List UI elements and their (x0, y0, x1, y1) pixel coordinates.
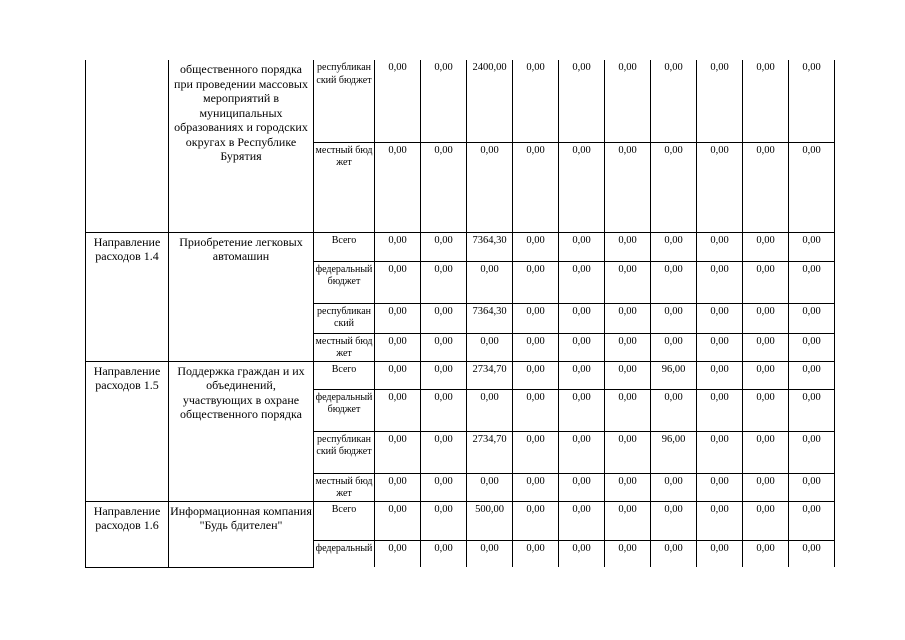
value-cell: 0,00 (651, 473, 697, 501)
funding-source-cell: местный бюджет (314, 333, 375, 361)
value-cell: 0,00 (467, 473, 513, 501)
value-cell: 0,00 (697, 540, 743, 567)
value-cell: 0,00 (651, 501, 697, 540)
value-cell: 0,00 (559, 142, 605, 232)
value-cell: 0,00 (697, 303, 743, 333)
value-cell: 0,00 (789, 501, 835, 540)
value-cell: 0,00 (513, 431, 559, 473)
value-cell: 0,00 (697, 142, 743, 232)
value-cell: 0,00 (605, 361, 651, 389)
value-cell: 0,00 (421, 303, 467, 333)
value-cell: 0,00 (559, 473, 605, 501)
value-cell: 0,00 (605, 142, 651, 232)
value-cell: 0,00 (375, 473, 421, 501)
direction-cell: Направление расходов 1.6 (86, 501, 169, 567)
value-cell: 0,00 (559, 232, 605, 261)
value-cell: 0,00 (421, 232, 467, 261)
value-cell: 0,00 (513, 142, 559, 232)
value-cell: 0,00 (697, 60, 743, 142)
value-cell: 0,00 (513, 361, 559, 389)
value-cell: 0,00 (743, 431, 789, 473)
funding-source-cell: Всего (314, 501, 375, 540)
value-cell: 0,00 (421, 361, 467, 389)
value-cell: 0,00 (605, 261, 651, 303)
value-cell: 0,00 (743, 232, 789, 261)
value-cell: 0,00 (789, 540, 835, 567)
measure-name-cell: Приобретение легковых автомашин (169, 232, 314, 361)
value-cell: 0,00 (559, 333, 605, 361)
value-cell: 0,00 (421, 142, 467, 232)
value-cell: 0,00 (789, 303, 835, 333)
value-cell: 0,00 (421, 261, 467, 303)
value-cell: 0,00 (513, 540, 559, 567)
value-cell: 0,00 (697, 361, 743, 389)
value-cell: 0,00 (513, 501, 559, 540)
value-cell: 96,00 (651, 431, 697, 473)
value-cell: 0,00 (559, 60, 605, 142)
value-cell: 0,00 (467, 389, 513, 431)
value-cell: 0,00 (375, 261, 421, 303)
value-cell: 2734,70 (467, 361, 513, 389)
value-cell: 0,00 (743, 389, 789, 431)
value-cell: 0,00 (605, 333, 651, 361)
value-cell: 0,00 (513, 389, 559, 431)
value-cell: 0,00 (375, 540, 421, 567)
measure-name-cell: Информационная компания "Будь бдителен" (169, 501, 314, 567)
value-cell: 0,00 (651, 303, 697, 333)
direction-cell: Направление расходов 1.5 (86, 361, 169, 501)
funding-source-cell: республиканский бюджет (314, 60, 375, 142)
value-cell: 0,00 (421, 473, 467, 501)
value-cell: 0,00 (605, 540, 651, 567)
value-cell: 0,00 (605, 473, 651, 501)
value-cell: 0,00 (789, 60, 835, 142)
value-cell: 2400,00 (467, 60, 513, 142)
value-cell: 7364,30 (467, 303, 513, 333)
value-cell: 0,00 (559, 361, 605, 389)
value-cell: 0,00 (375, 303, 421, 333)
value-cell: 0,00 (605, 389, 651, 431)
funding-source-cell: Всего (314, 232, 375, 261)
value-cell: 0,00 (605, 431, 651, 473)
value-cell: 0,00 (559, 303, 605, 333)
measure-name-cell: общественного порядка при проведении массовых мероприятий в муниципальных образованиях и городских округах в Республике Бурятия (169, 60, 314, 232)
table-row (86, 60, 835, 142)
value-cell: 0,00 (743, 261, 789, 303)
value-cell: 0,00 (467, 142, 513, 232)
value-cell: 0,00 (605, 501, 651, 540)
value-cell: 0,00 (513, 333, 559, 361)
value-cell: 0,00 (743, 501, 789, 540)
table-row (86, 232, 835, 261)
value-cell: 0,00 (467, 333, 513, 361)
funding-source-cell: местный бюджет (314, 142, 375, 232)
value-cell: 0,00 (743, 60, 789, 142)
value-cell: 0,00 (743, 333, 789, 361)
value-cell: 0,00 (421, 389, 467, 431)
value-cell: 0,00 (651, 142, 697, 232)
value-cell: 0,00 (697, 389, 743, 431)
value-cell: 0,00 (789, 261, 835, 303)
funding-source-cell: республиканский (314, 303, 375, 333)
value-cell: 0,00 (697, 501, 743, 540)
value-cell: 0,00 (559, 431, 605, 473)
value-cell: 0,00 (375, 361, 421, 389)
value-cell: 0,00 (651, 60, 697, 142)
value-cell: 0,00 (467, 540, 513, 567)
value-cell: 2734,70 (467, 431, 513, 473)
value-cell: 0,00 (513, 232, 559, 261)
table-row (86, 361, 835, 389)
value-cell: 0,00 (559, 389, 605, 431)
value-cell: 0,00 (375, 501, 421, 540)
funding-source-cell: федеральный бюджет (314, 261, 375, 303)
value-cell: 0,00 (513, 261, 559, 303)
value-cell: 7364,30 (467, 232, 513, 261)
value-cell: 0,00 (421, 501, 467, 540)
value-cell: 0,00 (375, 60, 421, 142)
value-cell: 0,00 (789, 389, 835, 431)
value-cell: 0,00 (375, 232, 421, 261)
value-cell: 0,00 (421, 333, 467, 361)
value-cell: 0,00 (697, 431, 743, 473)
value-cell: 0,00 (559, 261, 605, 303)
value-cell: 0,00 (651, 333, 697, 361)
value-cell: 0,00 (743, 142, 789, 232)
value-cell: 0,00 (743, 303, 789, 333)
budget-table (85, 60, 835, 568)
value-cell: 0,00 (605, 60, 651, 142)
funding-source-cell: федеральный бюджет (314, 389, 375, 431)
value-cell: 0,00 (789, 333, 835, 361)
value-cell: 0,00 (421, 60, 467, 142)
measure-name-cell: Поддержка граждан и их объединений, участвующих в охране общественного порядка (169, 361, 314, 501)
value-cell: 0,00 (651, 261, 697, 303)
value-cell: 0,00 (789, 473, 835, 501)
value-cell: 0,00 (789, 232, 835, 261)
value-cell: 0,00 (697, 333, 743, 361)
value-cell: 0,00 (697, 232, 743, 261)
value-cell: 0,00 (513, 60, 559, 142)
value-cell: 0,00 (789, 142, 835, 232)
direction-cell: Направление расходов 1.4 (86, 232, 169, 361)
value-cell: 0,00 (421, 431, 467, 473)
value-cell: 0,00 (743, 473, 789, 501)
value-cell: 0,00 (513, 303, 559, 333)
value-cell: 500,00 (467, 501, 513, 540)
value-cell: 0,00 (375, 142, 421, 232)
value-cell: 0,00 (651, 389, 697, 431)
value-cell: 0,00 (513, 473, 559, 501)
value-cell: 0,00 (467, 261, 513, 303)
value-cell: 0,00 (697, 473, 743, 501)
funding-source-cell: местный бюджет (314, 473, 375, 501)
value-cell: 0,00 (743, 540, 789, 567)
value-cell: 0,00 (789, 431, 835, 473)
value-cell: 0,00 (789, 361, 835, 389)
value-cell: 0,00 (605, 232, 651, 261)
table-row (86, 501, 835, 540)
value-cell: 0,00 (375, 333, 421, 361)
value-cell: 0,00 (559, 540, 605, 567)
funding-source-cell: федеральный (314, 540, 375, 567)
funding-source-cell: республиканский бюджет (314, 431, 375, 473)
value-cell: 0,00 (375, 389, 421, 431)
value-cell: 0,00 (375, 431, 421, 473)
value-cell: 0,00 (651, 232, 697, 261)
value-cell: 0,00 (559, 501, 605, 540)
value-cell: 0,00 (421, 540, 467, 567)
value-cell: 96,00 (651, 361, 697, 389)
direction-cell (86, 60, 169, 232)
value-cell: 0,00 (651, 540, 697, 567)
value-cell: 0,00 (697, 261, 743, 303)
funding-source-cell: Всего (314, 361, 375, 389)
value-cell: 0,00 (743, 361, 789, 389)
value-cell: 0,00 (605, 303, 651, 333)
